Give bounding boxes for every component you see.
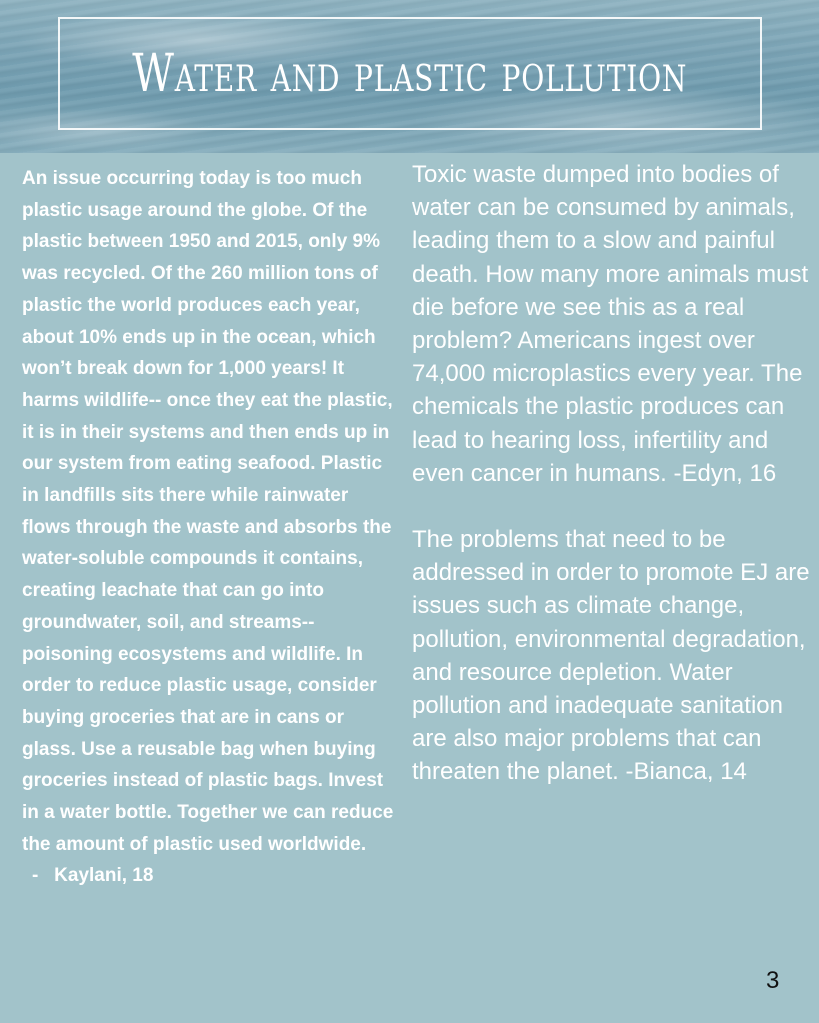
header-banner (0, 0, 819, 153)
left-column (22, 163, 394, 892)
right-column-paragraph-1: Toxic waste dumped into bodies of water can be consumed by animals, leading them to a slow and painful death. How many more animals must die before we see this as a real problem? Americans ingest over 74,000 microplastics every year. The chemicals the plastic produces can lead to hearing loss, infertility and even cancer in humans. -Edyn, 16 (412, 161, 809, 487)
left-column-signature: - Kaylani, 18 (32, 865, 154, 887)
page-title: Water and plastic pollution (132, 43, 688, 104)
page-number: 3 (766, 967, 780, 994)
left-column-body: An issue occurring today is too much plastic usage around the globe. Of the plastic between 1950 and 2015, only 9% was recycled. Of the 260 million tons of plastic the world produces each year, about 10% ends up in the ocean, which won’t break down for 1,000 years! It harms wildlife-- once they eat the plastic, it is in their systems and then ends up in our system from eating seafood. Plastic in landfills sits there while rainwater flows through the waste and absorbs the water-soluble compounds it contains, creating leachate that can go into groundwater, soil, and streams-- poisoning ecosystems and wildlife. In order to reduce plastic usage, consider buying groceries that are in cans or glass. Use a reusable bag when buying groceries instead of plastic bags. Invest in a water bottle. Together we can reduce the amount of plastic used worldwide. (22, 168, 394, 855)
title-frame (58, 17, 762, 130)
right-column-paragraph-2: The problems that need to be addressed in order to promote EJ are issues such as climate change, pollution, environmental degradation, and resource depletion. Water pollution and inadequate sanitation are also major problems that can threaten the planet. -Bianca, 14 (412, 526, 810, 786)
right-column (412, 158, 810, 789)
